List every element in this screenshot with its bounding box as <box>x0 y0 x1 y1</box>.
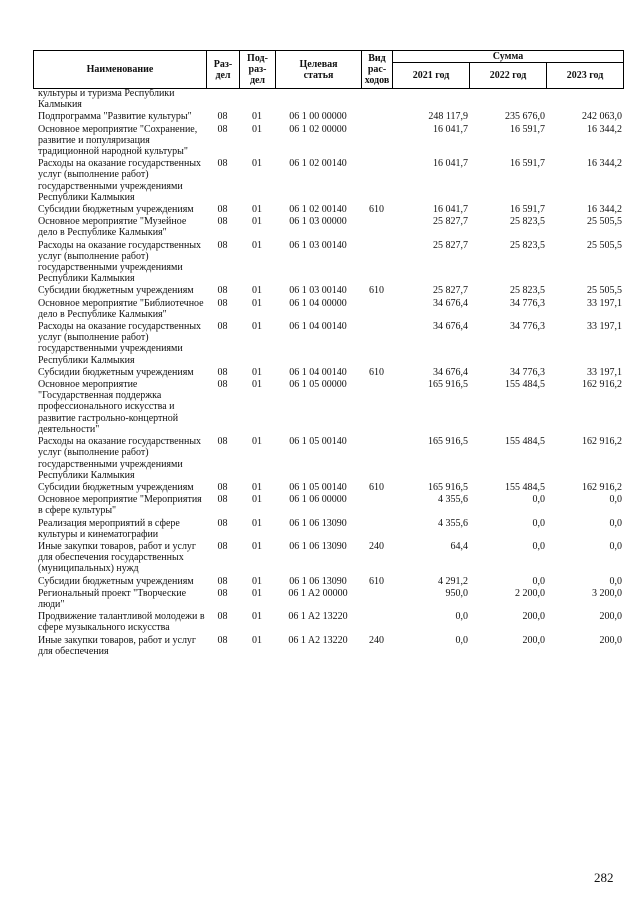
row-vid <box>361 436 392 482</box>
row-2022: 16 591,7 <box>510 158 545 170</box>
row-name: Субсидии бюджетным учреждениям <box>38 481 194 493</box>
page-number: 282 <box>594 870 614 885</box>
row-target: 06 1 03 00140 <box>289 239 347 251</box>
row-razdel: 08 <box>217 540 228 552</box>
row-name: Расходы на оказание государственных услуг (выполнение работ) государственными учреждениями Республики Калмыкия <box>38 158 202 203</box>
row-vid: 610 <box>369 285 384 297</box>
row-target: 06 1 03 00140 <box>289 285 347 297</box>
row-name: Подпрограмма "Развитие культуры" <box>38 111 192 123</box>
table-row <box>33 541 623 576</box>
row-2022: 25 823,5 <box>510 239 545 251</box>
row-target: 06 1 02 00140 <box>289 158 347 170</box>
row-target: 06 1 03 00000 <box>289 216 347 228</box>
row-razdel: 08 <box>217 366 228 378</box>
row-podrazdel: 01 <box>252 158 262 170</box>
row-2021: 4 291,2 <box>438 575 468 587</box>
row-podrazdel: 01 <box>252 123 262 135</box>
row-vid <box>361 321 392 367</box>
row-2023: 25 505,5 <box>587 285 622 297</box>
row-name: Продвижение талантливой молодежи в сфере музыкального искусства <box>38 611 205 634</box>
row-2021: 25 827,7 <box>433 285 468 297</box>
row-razdel: 08 <box>217 216 228 228</box>
row-podrazdel: 01 <box>252 111 262 123</box>
row-name: культуры и туризма Республики Калмыкия <box>38 88 175 111</box>
table-header <box>33 50 624 89</box>
table-row <box>33 367 623 379</box>
row-target: 06 1 00 00000 <box>289 111 347 123</box>
row-2023: 242 063,0 <box>582 111 622 123</box>
row-2023: 3 200,0 <box>592 587 622 599</box>
row-razdel: 08 <box>217 481 228 493</box>
row-podrazdel: 01 <box>252 321 262 333</box>
row-name: Расходы на оказание государственных услуг (выполнение работ) государственными учреждениями Республики Калмыкия <box>38 436 202 481</box>
row-podrazdel: 01 <box>252 494 262 506</box>
row-vid: 240 <box>369 634 384 646</box>
row-name: Реализация мероприятий в сфере культуры и кинематографии <box>38 517 180 540</box>
row-2023: 16 344,2 <box>587 204 622 216</box>
header-target: Целевая статья <box>276 51 362 89</box>
row-2022: 2 200,0 <box>515 587 545 599</box>
header-2021: 2021 год <box>393 63 470 89</box>
table-row <box>33 158 623 204</box>
table-row <box>33 111 623 123</box>
row-2023: 0,0 <box>609 517 622 529</box>
row-2022: 235 676,0 <box>505 111 545 123</box>
row-2021: 950,0 <box>445 587 468 599</box>
row-vid <box>361 111 392 123</box>
row-2021: 4 355,6 <box>438 494 468 506</box>
row-2021: 0,0 <box>455 634 468 646</box>
table-row <box>33 588 623 611</box>
table-row <box>33 204 623 216</box>
row-2021: 16 041,7 <box>433 123 468 135</box>
row-target: 06 1 05 00140 <box>289 436 347 448</box>
row-razdel: 08 <box>217 436 228 448</box>
table-row <box>33 494 623 517</box>
row-podrazdel: 01 <box>252 366 262 378</box>
row-name: Основное мероприятие "Мероприятия в сфере культуры" <box>38 494 202 517</box>
table-row <box>33 576 623 588</box>
row-2021: 34 676,4 <box>433 366 468 378</box>
row-2021: 248 117,9 <box>428 111 468 123</box>
row-vid <box>361 379 392 436</box>
budget-table <box>33 88 623 658</box>
row-razdel: 08 <box>217 611 228 623</box>
row-target: 06 1 06 13090 <box>289 575 347 587</box>
row-2023: 16 344,2 <box>587 158 622 170</box>
row-target: 06 1 04 00000 <box>289 297 347 309</box>
row-2022: 0,0 <box>532 575 545 587</box>
header-summa: Сумма <box>393 51 624 63</box>
row-2023: 162 916,2 <box>582 379 622 391</box>
row-target: 06 1 05 00000 <box>289 379 347 391</box>
row-target <box>275 88 361 111</box>
row-name: Иные закупки товаров, работ и услуг для обеспечения <box>38 634 197 657</box>
row-2022: 25 823,5 <box>510 285 545 297</box>
row-podrazdel: 01 <box>252 540 262 552</box>
row-2021 <box>392 88 469 111</box>
row-razdel: 08 <box>217 379 228 391</box>
table-body <box>33 88 623 658</box>
row-2022: 155 484,5 <box>505 379 545 391</box>
row-2022: 34 776,3 <box>510 366 545 378</box>
row-razdel: 08 <box>217 285 228 297</box>
row-name: Основное мероприятие "Сохранение, развитие и популяризация традиционной народной культуры" <box>38 123 198 158</box>
row-2021: 4 355,6 <box>438 517 468 529</box>
row-razdel: 08 <box>217 575 228 587</box>
row-razdel: 08 <box>217 297 228 309</box>
row-razdel: 08 <box>217 239 228 251</box>
header-name: Наименование <box>34 51 207 89</box>
table-row <box>33 124 623 159</box>
row-2023: 200,0 <box>599 634 622 646</box>
row-razdel: 08 <box>217 517 228 529</box>
row-target: 06 1 02 00140 <box>289 204 347 216</box>
row-2023: 200,0 <box>599 611 622 623</box>
row-target: 06 1 04 00140 <box>289 321 347 333</box>
row-target: 06 1 06 13090 <box>289 540 347 552</box>
row-podrazdel: 01 <box>252 517 262 529</box>
row-2022: 200,0 <box>522 611 545 623</box>
row-2022: 0,0 <box>532 517 545 529</box>
table-row <box>33 285 623 297</box>
row-2022: 155 484,5 <box>505 481 545 493</box>
table-row <box>33 482 623 494</box>
row-name: Основное мероприятие "Музейное дело в Республике Калмыкия" <box>38 216 187 239</box>
row-2022: 0,0 <box>532 540 545 552</box>
row-razdel: 08 <box>217 321 228 333</box>
row-razdel: 08 <box>217 494 228 506</box>
row-name: Расходы на оказание государственных услуг (выполнение работ) государственными учреждениями Республики Калмыкия <box>38 321 202 366</box>
row-name: Иные закупки товаров, работ и услуг для обеспечения государственных (муниципальных) нужд <box>38 540 197 575</box>
row-podrazdel: 01 <box>252 379 262 391</box>
row-target: 06 1 A2 13220 <box>288 611 348 623</box>
table-row <box>33 216 623 239</box>
row-podrazdel: 01 <box>252 575 262 587</box>
row-vid: 610 <box>369 366 384 378</box>
row-2022: 16 591,7 <box>510 204 545 216</box>
row-podrazdel: 01 <box>252 611 262 623</box>
header-2022: 2022 год <box>470 63 547 89</box>
row-podrazdel: 01 <box>252 587 262 599</box>
row-podrazdel: 01 <box>252 204 262 216</box>
row-2021: 0,0 <box>455 611 468 623</box>
row-target: 06 1 06 13090 <box>289 517 347 529</box>
row-2021: 165 916,5 <box>428 379 468 391</box>
row-vid: 610 <box>369 575 384 587</box>
row-2022 <box>469 88 546 111</box>
row-vid: 610 <box>369 481 384 493</box>
row-vid <box>361 240 392 286</box>
row-target: 06 1 05 00140 <box>289 481 347 493</box>
row-2023: 162 916,2 <box>582 481 622 493</box>
row-name: Расходы на оказание государственных услуг (выполнение работ) государственными учреждениями Республики Калмыкия <box>38 239 202 285</box>
row-vid <box>361 588 392 611</box>
row-2023: 33 197,1 <box>587 366 622 378</box>
row-2023: 162 916,2 <box>582 436 622 448</box>
row-podrazdel: 01 <box>252 216 262 228</box>
row-razdel: 08 <box>217 204 228 216</box>
row-name: Основное мероприятие "Государственная поддержка профессионального искусства и развитие гастрольно-концертной деятельности" <box>38 379 179 435</box>
row-2022: 34 776,3 <box>510 297 545 309</box>
row-name: Основное мероприятие "Библиотечное дело в Республике Калмыкия" <box>38 297 204 320</box>
row-podrazdel: 01 <box>252 436 262 448</box>
row-razdel <box>206 88 239 111</box>
row-2022: 200,0 <box>522 634 545 646</box>
row-target: 06 1 A2 13220 <box>288 634 348 646</box>
table-row <box>33 611 623 634</box>
row-target: 06 1 04 00140 <box>289 366 347 378</box>
header-podrazdel: Под- раз- дел <box>240 51 276 89</box>
header-vid: Вид рас- ходов <box>362 51 393 89</box>
row-2023: 0,0 <box>609 540 622 552</box>
row-podrazdel: 01 <box>252 239 262 251</box>
row-name: Региональный проект "Творческие люди" <box>38 587 187 610</box>
row-2022: 34 776,3 <box>510 321 545 333</box>
row-razdel: 08 <box>217 634 228 646</box>
row-podrazdel: 01 <box>252 297 262 309</box>
row-2023: 0,0 <box>609 575 622 587</box>
row-2021: 34 676,4 <box>433 321 468 333</box>
header-2023: 2023 год <box>547 63 624 89</box>
row-vid: 240 <box>369 540 384 552</box>
row-2021: 165 916,5 <box>428 436 468 448</box>
row-2023: 0,0 <box>609 494 622 506</box>
row-podrazdel: 01 <box>252 634 262 646</box>
row-2023: 33 197,1 <box>587 297 622 309</box>
row-vid <box>361 298 392 321</box>
row-vid <box>361 158 392 204</box>
table-row <box>33 240 623 286</box>
row-name: Субсидии бюджетным учреждениям <box>38 204 194 216</box>
row-2021: 25 827,7 <box>433 239 468 251</box>
row-razdel: 08 <box>217 123 228 135</box>
row-2021: 16 041,7 <box>433 204 468 216</box>
table-row <box>33 635 623 658</box>
row-2022: 0,0 <box>532 494 545 506</box>
row-vid: 610 <box>369 204 384 216</box>
row-target: 06 1 02 00000 <box>289 123 347 135</box>
row-name: Субсидии бюджетным учреждениям <box>38 575 194 587</box>
row-2022: 155 484,5 <box>505 436 545 448</box>
row-2021: 25 827,7 <box>433 216 468 228</box>
row-razdel: 08 <box>217 158 228 170</box>
table-row <box>33 321 623 367</box>
table-row <box>33 88 623 111</box>
row-target: 06 1 06 00000 <box>289 494 347 506</box>
row-razdel: 08 <box>217 587 228 599</box>
row-2021: 16 041,7 <box>433 158 468 170</box>
row-2022: 25 823,5 <box>510 216 545 228</box>
row-2023: 33 197,1 <box>587 321 622 333</box>
table-row <box>33 298 623 321</box>
row-podrazdel: 01 <box>252 285 262 297</box>
header-razdel: Раз- дел <box>207 51 240 89</box>
row-vid <box>361 611 392 634</box>
row-2021: 64,4 <box>450 540 468 552</box>
row-2023: 25 505,5 <box>587 216 622 228</box>
table-row <box>33 518 623 541</box>
row-razdel: 08 <box>217 111 228 123</box>
row-2022: 16 591,7 <box>510 123 545 135</box>
row-vid <box>361 216 392 239</box>
row-vid <box>361 518 392 541</box>
table-row <box>33 379 623 436</box>
row-vid <box>361 124 392 159</box>
row-2023: 25 505,5 <box>587 239 622 251</box>
row-podrazdel <box>239 88 275 111</box>
row-2021: 34 676,4 <box>433 297 468 309</box>
row-podrazdel: 01 <box>252 481 262 493</box>
row-vid <box>361 88 392 111</box>
row-2023: 16 344,2 <box>587 123 622 135</box>
row-name: Субсидии бюджетным учреждениям <box>38 366 194 378</box>
table-row <box>33 436 623 482</box>
row-vid <box>361 494 392 517</box>
row-target: 06 1 A2 00000 <box>288 587 348 599</box>
row-name: Субсидии бюджетным учреждениям <box>38 285 194 297</box>
row-2021: 165 916,5 <box>428 481 468 493</box>
row-2023 <box>546 88 623 111</box>
